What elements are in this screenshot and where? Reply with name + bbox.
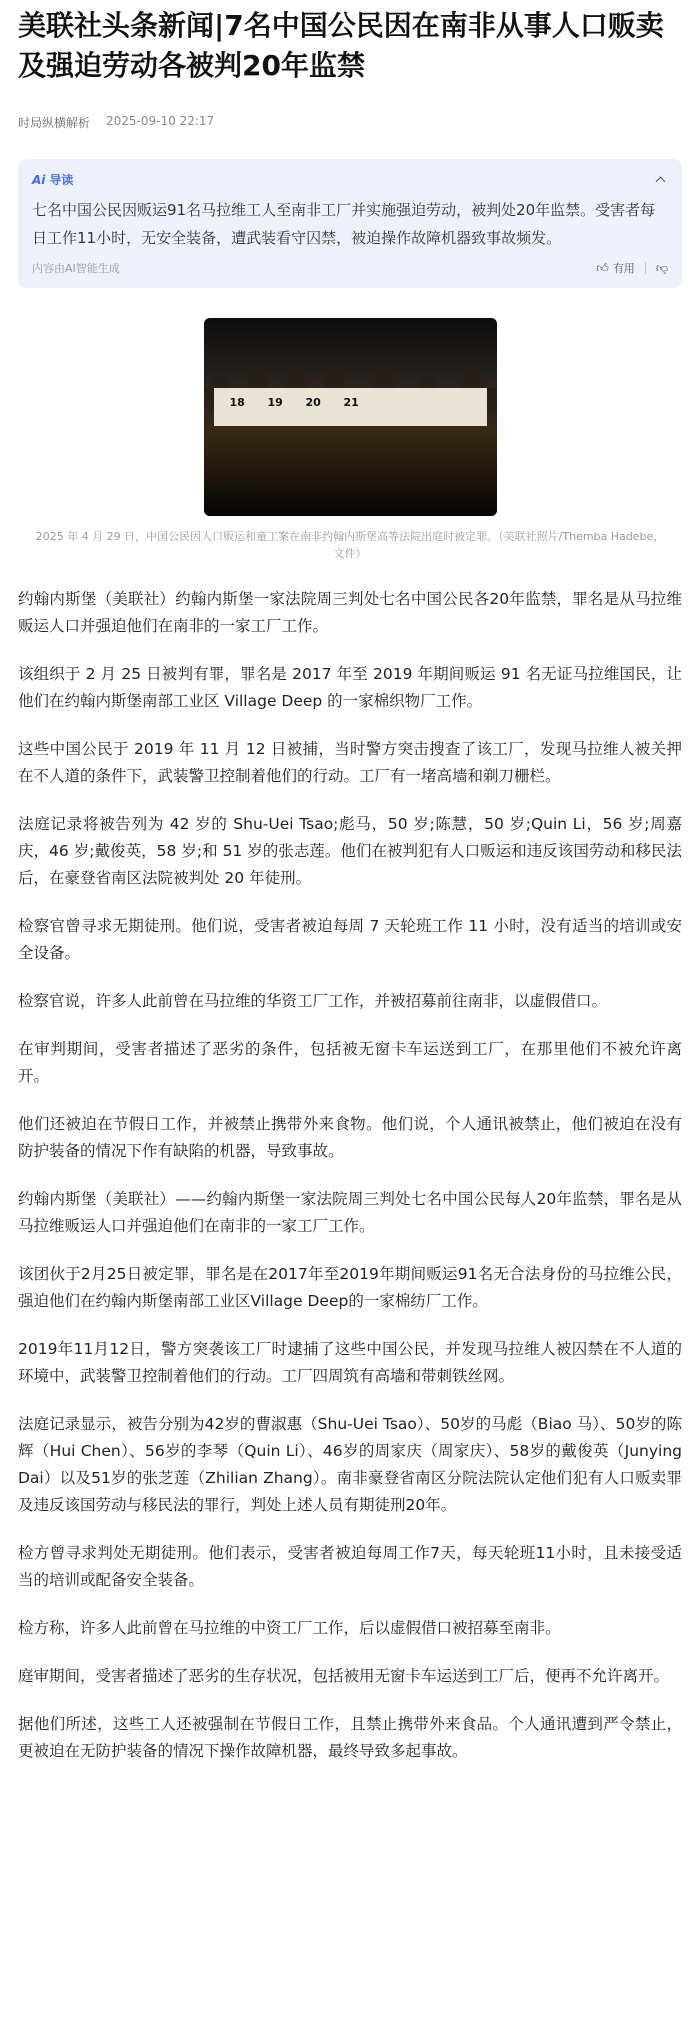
article-figure [18, 318, 682, 516]
ai-summary-box [18, 159, 682, 288]
photo-caption: 2025 年 4 月 29 日，中国公民因人口贩运和童工案在南非约翰内斯堡高等法院出庭时被定罪。（美联社照片/Themba Hadebe，文件） [35, 530, 665, 560]
photo-number-sign: 20 [305, 396, 321, 409]
paragraph: 检察官曾寻求无期徒刑。他们说，受害者被迫每周 7 天轮班工作 11 小时，没有适当的培训或安全设备。 [18, 917, 682, 962]
publish-time: 2025-09-10 22:17 [106, 114, 215, 128]
not-helpful-button[interactable] [656, 262, 668, 274]
paragraph: 检方曾寻求判处无期徒刑。他们表示，受害者被迫每周工作7天，每天轮班11小时，且未接受适当的培训或配备安全装备。 [18, 1544, 682, 1589]
ai-generated-note: 内容由AI智能生成 [32, 262, 120, 275]
paragraph: 法庭记录将被告列为 42 岁的 Shu-Uei Tsao;彪马，50 岁;陈慧，50 岁;Quin Li，56 岁;周嘉庆，46 岁;戴俊英，58 岁;和 51 岁的张志莲。他们在被判犯有人口贩运和违反该国劳动和移民法后，在豪登省南区法院被判处 20 年徒刑。 [18, 815, 682, 887]
paragraph: 据他们所述，这些工人还被强制在节假日工作，且禁止携带外来食品。个人通讯遭到严令禁止，更被迫在无防护装备的情况下操作故障机器，最终导致多起事故。 [18, 1715, 682, 1760]
ai-logo-icon: Ai [32, 172, 46, 187]
court-photo[interactable] [204, 318, 497, 516]
photo-number-sign: 18 [229, 396, 245, 409]
article-title: 美联社头条新闻|7名中国公民因在南非从事人口贩卖及强迫劳动各被判20年监禁 [18, 9, 664, 82]
thumbs-down-icon: 👎︎ [655, 261, 668, 275]
paragraph: 法庭记录显示，被告分别为42岁的曹淑惠（Shu-Uei Tsao）、50岁的马彪（Biao 马）、50岁的陈辉（Hui Chen）、56岁的李琴（Quin Li）、46岁的周家庆（周家庆）、58岁的戴俊英（Junying Dai）以及51岁的张芝莲（Zhilian Zhang）。南非豪登省南区分院法院认定他们犯有人口贩卖罪及违反该国劳动与移民法的罪行，判处上述人员有期徒刑20年。 [18, 1415, 682, 1514]
helpful-label: 有用 [612, 262, 635, 275]
author-source[interactable]: 时局纵横解析 [18, 116, 91, 130]
ai-summary-header [32, 171, 668, 188]
photo-number-sign: 21 [343, 396, 359, 409]
paragraph: 检察官说，许多人此前曾在马拉维的华资工厂工作，并被招募前往南非，以虚假借口。 [18, 992, 608, 1010]
paragraph: 他们还被迫在节假日工作，并被禁止携带外来食物。他们说，个人通讯被禁止，他们被迫在没有防护装备的情况下作有缺陷的机器，导致事故。 [18, 1115, 682, 1160]
article-meta [18, 114, 682, 131]
paragraph: 检方称，许多人此前曾在马拉维的中资工厂工作，后以虚假借口被招募至南非。 [18, 1619, 561, 1637]
paragraph: 该团伙于2月25日被定罪，罪名是在2017年至2019年期间贩运91名无合法身份的马拉维公民，强迫他们在约翰内斯堡南部工业区Village Deep的一家棉纺厂工作。 [18, 1265, 682, 1310]
ai-summary-footer [32, 260, 668, 276]
ai-summary-tag [32, 171, 73, 188]
divider [645, 262, 646, 274]
article-body [18, 586, 682, 1765]
photo-wall [204, 318, 497, 388]
ai-feedback-actions [596, 260, 668, 276]
ai-summary-text: 七名中国公民因贩运91名马拉维工人至南非工厂并实施强迫劳动，被判处20年监禁。受害者每日工作11小时，无安全装备，遭武装看守囚禁，被迫操作故障机器致事故频发。 [32, 201, 656, 247]
paragraph: 庭审期间，受害者描述了恶劣的生存状况，包括被用无窗卡车运送到工厂后，便再不允许离开。 [18, 1667, 670, 1685]
paragraph: 2019年11月12日，警方突袭该工厂时逮捕了这些中国公民，并发现马拉维人被囚禁在不人道的环境中，武装警卫控制着他们的行动。工厂四周筑有高墙和带刺铁丝网。 [18, 1340, 682, 1385]
paragraph: 该组织于 2 月 25 日被判有罪，罪名是 2017 年至 2019 年期间贩运 91 名无证马拉维国民，让他们在约翰内斯堡南部工业区 Village Deep 的一家棉织物厂工作。 [18, 665, 682, 710]
paragraph: 约翰内斯堡（美联社）——约翰内斯堡一家法院周三判处七名中国公民每人20年监禁，罪名是从马拉维贩运人口并强迫他们在南非的一家工厂工作。 [18, 1190, 682, 1235]
photo-number-sign: 19 [267, 396, 283, 409]
helpful-button[interactable] [596, 260, 635, 276]
thumbs-up-icon: 👍︎ [596, 261, 609, 275]
paragraph: 在审判期间，受害者描述了恶劣的条件，包括被无窗卡车运送到工厂，在那里他们不被允许离开。 [18, 1040, 682, 1085]
photo-floor [204, 426, 497, 516]
paragraph: 约翰内斯堡（美联社）约翰内斯堡一家法院周三判处七名中国公民各20年监禁，罪名是从马拉维贩运人口并强迫他们在南非的一家工厂工作。 [18, 590, 682, 635]
ai-summary-label: 导读 [49, 173, 74, 187]
chevron-up-icon[interactable] [654, 173, 668, 187]
paragraph: 这些中国公民于 2019 年 11 月 12 日被捕，当时警方突击搜查了该工厂，发现马拉维人被关押在不人道的条件下，武装警卫控制着他们的行动。工厂有一堵高墙和剃刀栅栏。 [18, 740, 682, 785]
